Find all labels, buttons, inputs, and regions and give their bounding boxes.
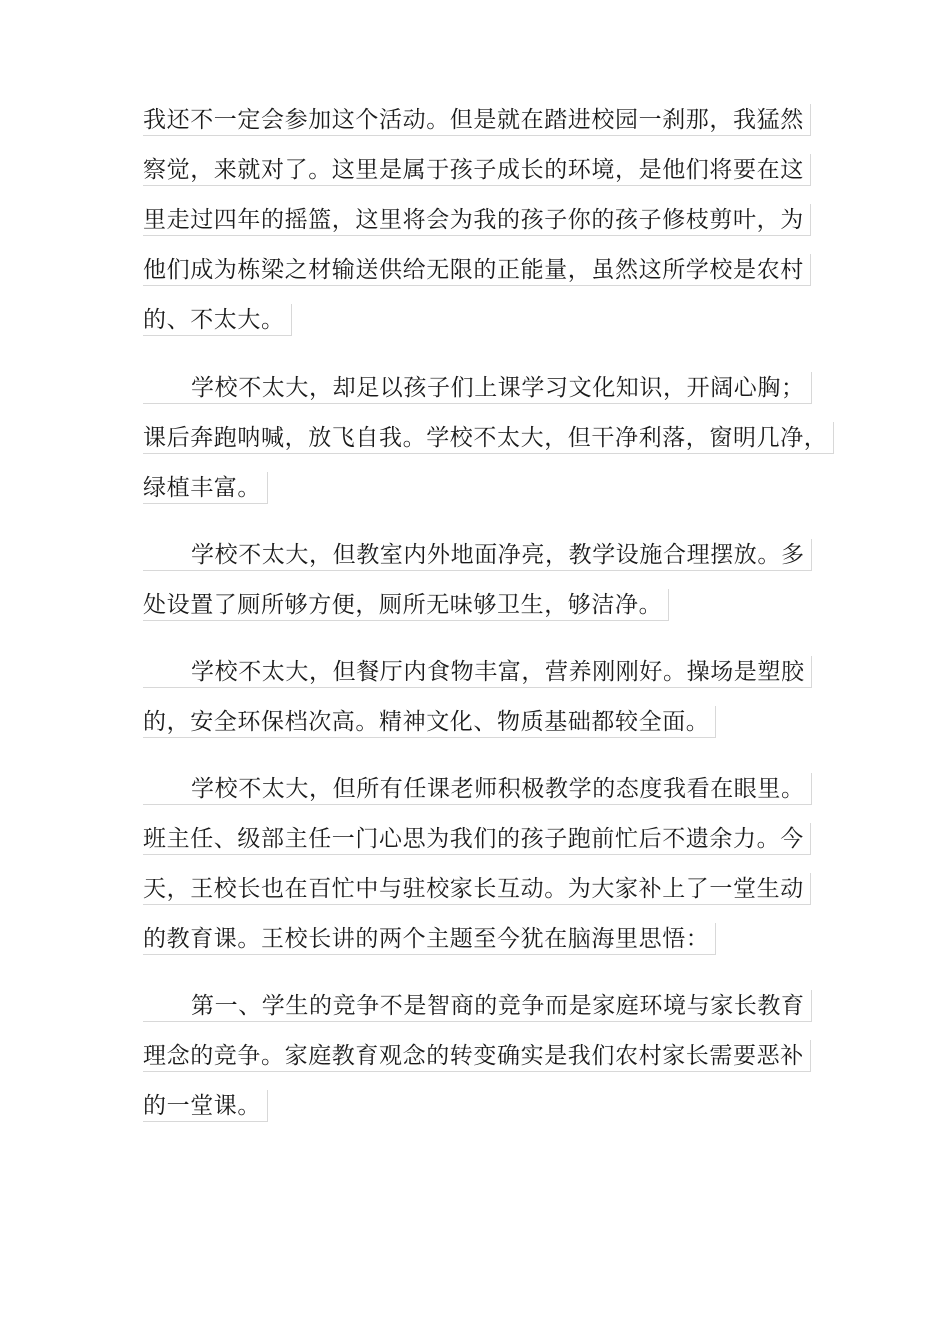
text-line: 学校不太大，但餐厅内食物丰富，营养刚刚好。操场是塑胶 — [143, 656, 812, 688]
text-line: 学校不太大，但教室内外地面净亮，教学设施合理摆放。多 — [143, 539, 812, 571]
text-line: 第一、学生的竞争不是智商的竞争而是家庭环境与家长教育 — [143, 990, 812, 1022]
text-line: 班主任、级部主任一门心思为我们的孩子跑前忙后不遗余力。今 — [143, 823, 811, 855]
text-line: 的、不太大。 — [143, 304, 292, 336]
text-line: 绿植丰富。 — [143, 472, 268, 504]
text-line: 我还不一定会参加这个活动。但是就在踏进校园一刹那，我猛然 — [143, 104, 811, 136]
text-line: 的，安全环保档次高。精神文化、物质基础都较全面。 — [143, 706, 716, 738]
text-line: 里走过四年的摇篮，这里将会为我的孩子你的孩子修枝剪叶，为 — [143, 204, 811, 236]
text-line: 处设置了厕所够方便，厕所无味够卫生，够洁净。 — [143, 589, 669, 621]
text-line: 天，王校长也在百忙中与驻校家长互动。为大家补上了一堂生动 — [143, 873, 811, 905]
text-line: 的一堂课。 — [143, 1090, 268, 1122]
text-line: 学校不太大，却足以孩子们上课学习文化知识，开阔心胸； — [143, 372, 812, 404]
text-line: 察觉，来就对了。这里是属于孩子成长的环境，是他们将要在这 — [143, 154, 811, 186]
text-line: 的教育课。王校长讲的两个主题至今犹在脑海里思悟： — [143, 923, 716, 955]
text-line: 他们成为栋梁之材输送供给无限的正能量，虽然这所学校是农村 — [143, 254, 811, 286]
text-line: 课后奔跑呐喊，放飞自我。学校不太大，但干净利落，窗明几净， — [143, 422, 834, 454]
text-line: 理念的竞争。家庭教育观念的转变确实是我们农村家长需要恶补 — [143, 1040, 811, 1072]
text-line: 学校不太大，但所有任课老师积极教学的态度我看在眼里。 — [143, 773, 812, 805]
